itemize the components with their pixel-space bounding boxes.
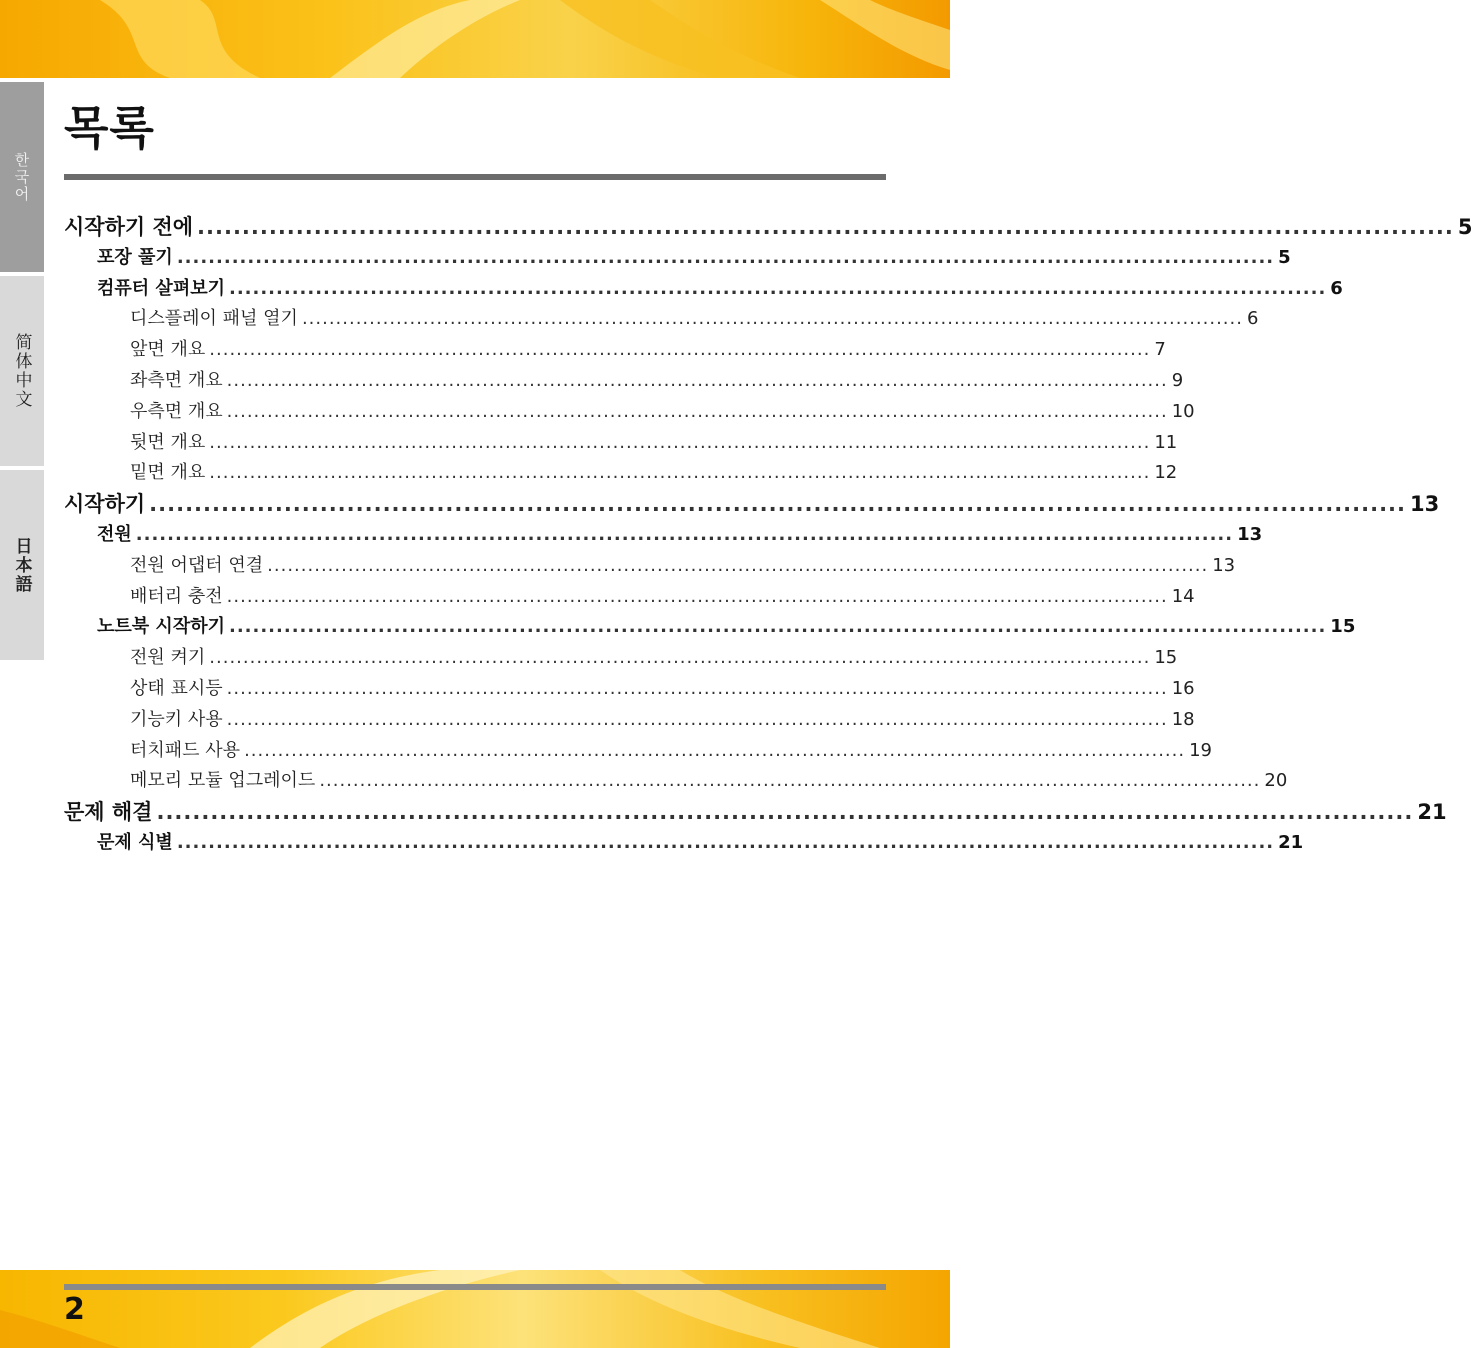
toc-entry-page: 21: [1278, 831, 1304, 853]
language-tabs: [0, 82, 44, 664]
toc-entry-label: 전원: [97, 523, 132, 545]
toc-leader: ............................................................................................................................................: [209, 431, 1151, 453]
toc-leader: ............................................................................................................................................: [135, 523, 1234, 545]
toc-entry[interactable]: [64, 582, 1195, 613]
toc-leader: ............................................................................................................................................: [156, 800, 1414, 825]
toc-entry-page: 19: [1189, 739, 1213, 761]
toc-leader: ............................................................................................................................................: [319, 770, 1261, 792]
toc-leader: ............................................................................................................................................: [209, 647, 1151, 669]
toc-entry-page: 12: [1154, 462, 1178, 484]
toc-leader: ............................................................................................................................................: [267, 554, 1209, 576]
toc-leader: ............................................................................................................................................: [244, 739, 1186, 761]
toc-entry[interactable]: [64, 366, 1184, 397]
toc-leader: ............................................................................................................................................: [228, 616, 1327, 638]
toc-entry-page: 7: [1154, 339, 1166, 361]
toc-entry-page: 16: [1171, 677, 1195, 699]
toc-leader: ............................................................................................................................................: [301, 308, 1243, 330]
toc-entry[interactable]: [64, 643, 1178, 674]
top-decorative-band: [0, 0, 950, 78]
tab-chinese-label: 简体中文: [11, 333, 32, 409]
toc-leader: ............................................................................................................................................: [176, 831, 1275, 853]
toc-entry-page: 6: [1246, 308, 1259, 330]
toc-entry-page: 14: [1171, 585, 1195, 607]
toc-entry-page: 18: [1171, 708, 1195, 730]
toc-entry-label: 전원 어댑터 연결: [130, 554, 264, 576]
toc-entry[interactable]: [64, 489, 1440, 520]
toc-entry-label: 시작하기 전에: [64, 215, 194, 239]
title-divider: [64, 174, 886, 180]
toc-entry[interactable]: [64, 243, 1291, 274]
toc-entry-page: 10: [1171, 400, 1195, 422]
toc-entry-label: 메모리 모듈 업그레이드: [130, 770, 316, 792]
footer-divider: [64, 1284, 886, 1290]
toc-entry-label: 문제 해결: [64, 800, 153, 825]
page-title: 목록: [64, 101, 155, 155]
yellow-swirl-graphic: [0, 0, 950, 78]
toc-entry-page: 5: [1278, 246, 1291, 268]
toc-leader: ............................................................................................................................................: [228, 277, 1327, 299]
toc-entry-page: 5: [1457, 215, 1473, 239]
tab-japanese-label: 日本語: [11, 536, 32, 594]
toc-leader: ............................................................................................................................................: [226, 369, 1168, 391]
tab-korean-label: 한국어: [12, 151, 31, 203]
table-of-contents: [64, 212, 1473, 859]
toc-entry-page: 21: [1417, 800, 1447, 825]
toc-leader: ............................................................................................................................................: [226, 708, 1168, 730]
toc-entry-label: 컴퓨터 살펴보기: [97, 277, 225, 299]
toc-entry-label: 터치패드 사용: [130, 739, 241, 761]
toc-entry-label: 문제 식별: [97, 831, 173, 853]
toc-entry[interactable]: [64, 428, 1178, 459]
toc-entry[interactable]: [64, 766, 1288, 797]
toc-leader: ............................................................................................................................................: [226, 677, 1168, 699]
toc-entry-label: 앞면 개요: [130, 339, 206, 361]
toc-leader: ............................................................................................................................................: [226, 585, 1168, 607]
toc-entry-page: 13: [1237, 523, 1263, 545]
toc-entry[interactable]: [64, 304, 1259, 335]
toc-entry[interactable]: [64, 612, 1356, 643]
toc-leader: ............................................................................................................................................: [149, 492, 1407, 517]
toc-entry-page: 20: [1264, 770, 1288, 792]
toc-entry[interactable]: [64, 705, 1195, 736]
toc-entry-label: 좌측면 개요: [130, 369, 223, 391]
toc-entry-label: 기능키 사용: [130, 708, 223, 730]
toc-entry-page: 6: [1330, 277, 1343, 299]
toc-entry-page: 13: [1212, 554, 1236, 576]
toc-entry[interactable]: [64, 797, 1447, 828]
toc-leader: ............................................................................................................................................: [176, 246, 1275, 268]
toc-entry[interactable]: [64, 274, 1343, 305]
toc-entry[interactable]: [64, 397, 1195, 428]
toc-entry[interactable]: [64, 828, 1304, 859]
toc-entry[interactable]: [64, 674, 1195, 705]
toc-leader: ............................................................................................................................................: [226, 400, 1168, 422]
toc-entry[interactable]: [64, 335, 1166, 366]
toc-entry-label: 전원 켜기: [130, 647, 206, 669]
toc-entry[interactable]: [64, 212, 1473, 243]
toc-leader: ............................................................................................................................................: [197, 215, 1454, 239]
toc-entry-label: 상태 표시등: [130, 677, 223, 699]
toc-entry-label: 밑면 개요: [130, 462, 206, 484]
toc-entry-label: 디스플레이 패널 열기: [130, 308, 298, 330]
toc-entry-label: 우측면 개요: [130, 400, 223, 422]
yellow-swirl-graphic: [0, 1270, 950, 1348]
toc-entry-page: 11: [1154, 431, 1178, 453]
toc-entry-page: 9: [1171, 369, 1184, 391]
toc-entry-page: 15: [1330, 616, 1356, 638]
toc-entry-label: 노트북 시작하기: [97, 616, 225, 638]
toc-entry-page: 15: [1154, 647, 1178, 669]
toc-leader: ............................................................................................................................................: [209, 339, 1151, 361]
toc-entry[interactable]: [64, 551, 1236, 582]
tab-korean[interactable]: [0, 82, 44, 272]
toc-leader: ............................................................................................................................................: [209, 462, 1151, 484]
toc-entry[interactable]: [64, 736, 1213, 767]
toc-entry[interactable]: [64, 520, 1263, 551]
toc-entry[interactable]: [64, 458, 1178, 489]
page-number: 2: [64, 1292, 85, 1327]
toc-entry-label: 포장 풀기: [97, 246, 173, 268]
tab-japanese[interactable]: [0, 470, 44, 660]
toc-entry-label: 배터리 충전: [130, 585, 223, 607]
toc-entry-page: 13: [1410, 492, 1440, 517]
tab-chinese[interactable]: [0, 276, 44, 466]
toc-entry-label: 시작하기: [64, 492, 146, 517]
bottom-decorative-band: [0, 1270, 950, 1348]
toc-entry-label: 뒷면 개요: [130, 431, 206, 453]
